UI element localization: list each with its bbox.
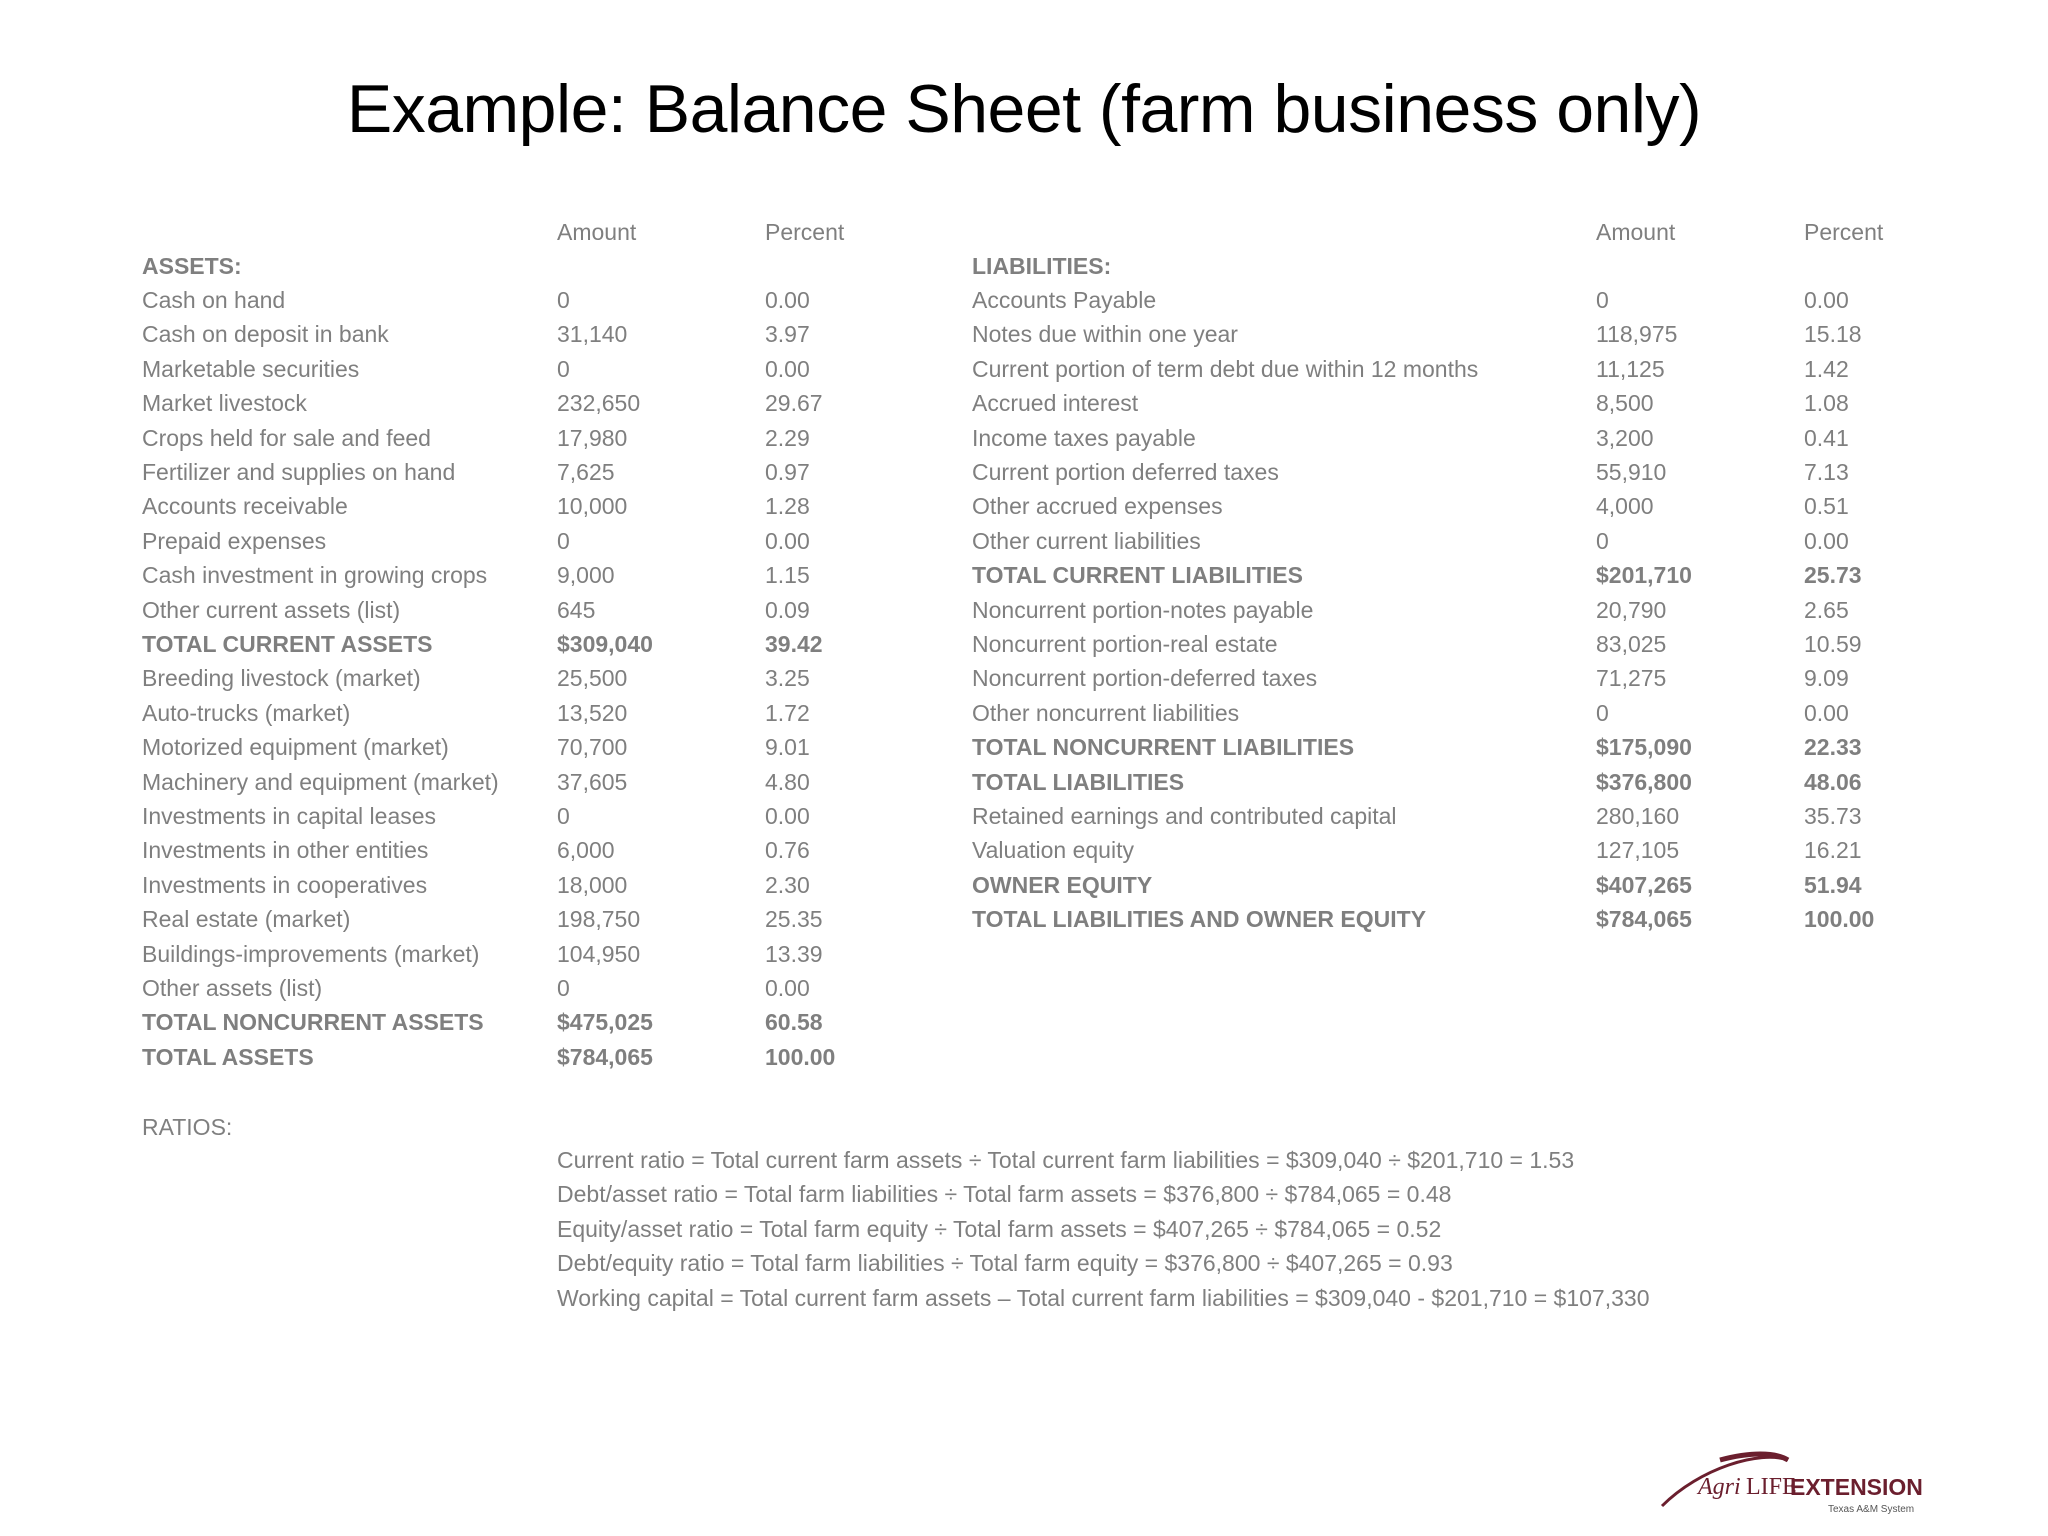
row-amount: 3,200 [1596, 424, 1654, 451]
row-label: Cash investment in growing crops [142, 562, 488, 589]
row-amount: 0 [557, 355, 570, 382]
row-label: Marketable securities [142, 355, 360, 382]
logo-system-text: Texas A&M System [1828, 1504, 1915, 1515]
table-row [0, 455, 2048, 489]
row-amount: 0 [557, 527, 570, 554]
row-label: Accounts Payable [972, 287, 1157, 313]
row-label: Motorized equipment (market) [142, 734, 449, 761]
row-percent: 39.42 [765, 631, 823, 657]
table-row [0, 593, 2048, 627]
total-row [0, 765, 2048, 799]
row-amount: $784,065 [1596, 906, 1692, 933]
row-label: Valuation equity [972, 837, 1134, 864]
row-percent: 1.72 [765, 699, 810, 726]
row-label: Crops held for sale and feed [142, 424, 431, 451]
row-percent: 0.51 [1804, 493, 1849, 520]
table-row [0, 386, 2048, 420]
row-percent: 0.00 [765, 975, 810, 1001]
row-label: Machinery and equipment (market) [142, 768, 499, 795]
row-label: Current portion of term debt due within 12 months [972, 355, 1479, 382]
row-percent: 9.09 [1804, 665, 1849, 692]
row-percent: 0.97 [765, 459, 810, 485]
row-label: Market livestock [142, 390, 307, 417]
row-amount: 7,625 [557, 459, 615, 485]
row-amount: 645 [557, 596, 596, 623]
table-row [0, 833, 2048, 867]
row-percent: 0.00 [765, 355, 810, 382]
total-row [0, 558, 2048, 592]
table-row [0, 937, 2048, 971]
row-label: TOTAL NONCURRENT LIABILITIES [972, 734, 1355, 761]
row-amount: 25,500 [557, 665, 628, 692]
row-amount: 9,000 [557, 562, 615, 589]
row-amount: 31,140 [557, 321, 628, 348]
row-label: Prepaid expenses [142, 527, 327, 554]
row-amount: 280,160 [1596, 803, 1680, 829]
ratios-heading: RATIOS: [142, 1114, 233, 1140]
row-label: Noncurrent portion-deferred taxes [972, 665, 1318, 692]
row-label: TOTAL NONCURRENT ASSETS [142, 1009, 484, 1036]
logo-life-text: LIFE [1746, 1474, 1797, 1500]
total-row [0, 730, 2048, 764]
row-percent: 0.00 [765, 803, 810, 829]
row-amount: $475,025 [557, 1009, 653, 1036]
table-row [0, 627, 2048, 661]
row-amount: 0 [1596, 527, 1609, 554]
row-amount: 232,650 [557, 390, 641, 417]
row-label: Fertilizer and supplies on hand [142, 459, 456, 485]
row-amount: 18,000 [557, 871, 628, 898]
amount-header: Amount [557, 219, 637, 245]
agrilife-extension-logo [1660, 1448, 1930, 1523]
row-amount: $784,065 [557, 1043, 653, 1070]
row-label: Cash on deposit in bank [142, 321, 389, 348]
row-amount: 6,000 [557, 837, 615, 864]
ratio-line: Working capital = Total current farm assets – Total current farm liabilities = $309,040 - $201,710 = $107,330 [557, 1284, 1650, 1311]
row-amount: 0 [1596, 699, 1609, 726]
row-label: TOTAL ASSETS [142, 1043, 314, 1070]
row-amount: $309,040 [557, 631, 653, 657]
table-row [0, 524, 2048, 558]
row-amount: 70,700 [557, 734, 628, 761]
row-label: Other accrued expenses [972, 493, 1223, 520]
row-label: Other noncurrent liabilities [972, 699, 1240, 726]
row-percent: 7.13 [1804, 459, 1849, 485]
assets-heading: ASSETS: [142, 253, 242, 279]
row-percent: 22.33 [1804, 734, 1862, 761]
row-percent: 60.58 [765, 1009, 823, 1036]
row-amount: 13,520 [557, 699, 628, 726]
row-amount: $175,090 [1596, 734, 1692, 761]
row-percent: 0.00 [765, 287, 810, 313]
row-amount: 8,500 [1596, 390, 1654, 417]
row-percent: 3.97 [765, 321, 810, 348]
table-row [0, 971, 2048, 1005]
total-row [0, 868, 2048, 902]
table-row [0, 283, 2048, 317]
ratio-line: Equity/asset ratio = Total farm equity ÷ Total farm assets = $407,265 ÷ $784,065 = 0.52 [557, 1215, 1442, 1242]
row-label: Investments in cooperatives [142, 871, 428, 898]
row-label: TOTAL CURRENT ASSETS [142, 631, 433, 657]
row-label: OWNER EQUITY [972, 871, 1153, 898]
row-percent: 9.01 [765, 734, 810, 761]
row-label: Breeding livestock (market) [142, 665, 421, 692]
row-label: Other current liabilities [972, 527, 1201, 554]
page-title: Example: Balance Sheet (farm business only) [346, 71, 1702, 147]
row-percent: 0.09 [765, 596, 810, 623]
row-label: TOTAL LIABILITIES [972, 768, 1185, 795]
row-percent: 1.08 [1804, 390, 1849, 417]
row-percent: 0.41 [1804, 424, 1849, 451]
logo-extension-text: EXTENSION [1790, 1474, 1923, 1500]
row-percent: 15.18 [1804, 321, 1862, 348]
row-percent: 2.65 [1804, 596, 1849, 623]
row-amount: 55,910 [1596, 459, 1667, 485]
row-label: Retained earnings and contributed capital [972, 803, 1397, 829]
row-percent: 0.00 [1804, 699, 1849, 726]
row-percent: 2.29 [765, 424, 810, 451]
row-amount: 20,790 [1596, 596, 1667, 623]
row-percent: 48.06 [1804, 768, 1862, 795]
row-amount: $201,710 [1596, 562, 1692, 589]
row-percent: 13.39 [765, 940, 823, 967]
table-row [0, 799, 2048, 833]
amount-header: Amount [1596, 219, 1676, 245]
row-percent: 1.28 [765, 493, 810, 520]
percent-header: Percent [1804, 219, 1884, 245]
row-label: Other current assets (list) [142, 596, 401, 623]
row-percent: 3.25 [765, 665, 810, 692]
row-percent: 10.59 [1804, 631, 1862, 657]
liabilities-column-headers [0, 215, 2048, 249]
table-row [0, 317, 2048, 351]
row-amount: 37,605 [557, 768, 628, 795]
row-label: Investments in other entities [142, 837, 429, 864]
row-percent: 100.00 [765, 1043, 836, 1070]
row-amount: 11,125 [1596, 355, 1665, 382]
row-label: TOTAL CURRENT LIABILITIES [972, 562, 1303, 589]
row-amount: 0 [557, 803, 570, 829]
row-percent: 25.35 [765, 906, 823, 933]
row-percent: 2.30 [765, 871, 810, 898]
row-amount: 0 [1596, 287, 1609, 313]
row-amount: $407,265 [1596, 871, 1692, 898]
row-percent: 16.21 [1804, 837, 1862, 864]
percent-header: Percent [765, 219, 845, 245]
row-label: Accounts receivable [142, 493, 348, 520]
table-row [0, 661, 2048, 695]
row-amount: 71,275 [1596, 665, 1667, 692]
row-label: Current portion deferred taxes [972, 459, 1279, 485]
total-row [0, 902, 2048, 936]
row-percent: 29.67 [765, 390, 823, 417]
table-row [0, 352, 2048, 386]
row-percent: 51.94 [1804, 871, 1862, 898]
logo-agri-text: Agri [1698, 1474, 1741, 1500]
row-label: Investments in capital leases [142, 803, 437, 829]
row-percent: 100.00 [1804, 906, 1875, 933]
row-amount: 127,105 [1596, 837, 1680, 864]
ratio-line: Current ratio = Total current farm assets ÷ Total current farm liabilities = $309,040 ÷ $201,710 = 1.53 [557, 1147, 1575, 1173]
row-amount: 4,000 [1596, 493, 1654, 520]
row-percent: 1.15 [765, 562, 810, 589]
row-percent: 1.42 [1804, 355, 1849, 382]
row-label: Buildings-improvements (market) [142, 940, 480, 967]
table-row [0, 489, 2048, 523]
row-label: Notes due within one year [972, 321, 1238, 348]
liabilities-heading-row [0, 249, 2048, 283]
row-percent: 25.73 [1804, 562, 1862, 589]
row-amount: 198,750 [557, 906, 641, 933]
row-label: Other assets (list) [142, 975, 323, 1001]
total-row [0, 1005, 2048, 1039]
row-percent: 4.80 [765, 768, 810, 795]
table-row [0, 696, 2048, 730]
row-amount: $376,800 [1596, 768, 1692, 795]
row-label: Auto-trucks (market) [142, 699, 351, 726]
row-label: Cash on hand [142, 287, 286, 313]
row-label: Accrued interest [972, 390, 1139, 417]
liabilities-heading: LIABILITIES: [972, 253, 1112, 279]
row-label: Noncurrent portion-notes payable [972, 596, 1314, 623]
row-amount: 0 [557, 287, 570, 313]
row-amount: 118,975 [1596, 321, 1678, 348]
table-row [0, 421, 2048, 455]
row-percent: 0.00 [1804, 527, 1849, 554]
row-percent: 0.00 [1804, 287, 1849, 313]
row-amount: 83,025 [1596, 631, 1667, 657]
row-label: TOTAL LIABILITIES AND OWNER EQUITY [972, 906, 1427, 933]
total-row [0, 1040, 2048, 1074]
row-amount: 17,980 [557, 424, 628, 451]
ratio-line: Debt/asset ratio = Total farm liabilities ÷ Total farm assets = $376,800 ÷ $784,065 = 0.48 [557, 1181, 1452, 1208]
ratio-line: Debt/equity ratio = Total farm liabilities ÷ Total farm equity = $376,800 ÷ $407,265 = 0.93 [557, 1250, 1453, 1277]
row-label: Real estate (market) [142, 906, 351, 933]
row-amount: 104,950 [557, 940, 641, 967]
row-amount: 0 [557, 975, 570, 1001]
row-percent: 0.00 [765, 527, 810, 554]
row-amount: 10,000 [557, 493, 628, 520]
row-label: Noncurrent portion-real estate [972, 631, 1278, 657]
row-label: Income taxes payable [972, 424, 1196, 451]
row-percent: 0.76 [765, 837, 810, 864]
row-percent: 35.73 [1804, 803, 1862, 829]
